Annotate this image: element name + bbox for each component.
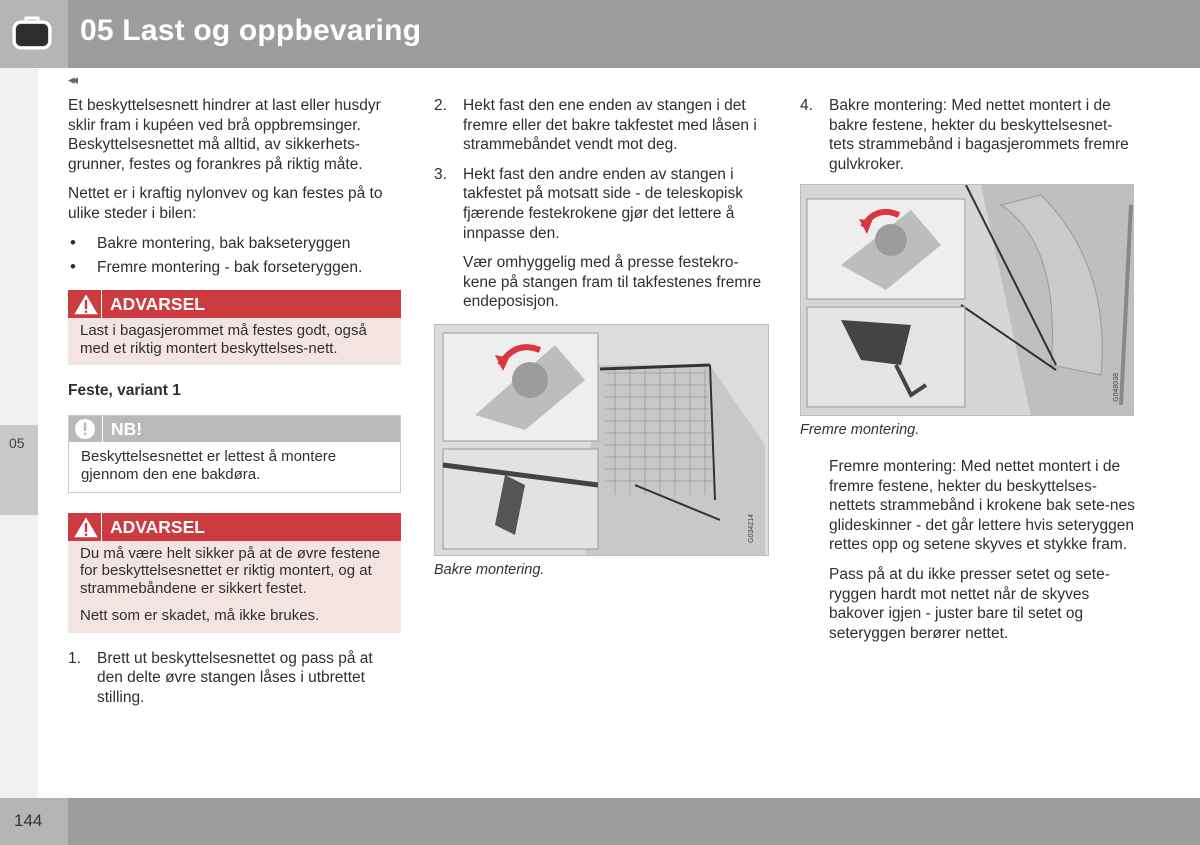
material-paragraph: Nettet er i kraftig nylonvev og kan festes på to ulike steder i bilen:: [68, 185, 383, 222]
step-text: Hekt fast den andre enden av stangen i takfestet på motsatt side - de teleskopisk fjærende festekrokene gjør det lettere å innpasse den.: [463, 165, 743, 242]
intro-paragraph: Et beskyttelsesnett hindrer at last eller husdyr sklir fram i kupéen ved brå oppbremsinger. Beskyttelsesnettet må alltid, av sikkerhets-grunner, festes og forankres på riktig måte.: [68, 97, 381, 173]
rear-mounting-figure: [434, 324, 769, 556]
warning-header: [68, 513, 401, 541]
caution-paragraph: Pass på at du ikke presser setet og sete-ryggen hardt mot nettet når de skyves bakover igjen - juster bare til setet og seteryggen berører nettet.: [829, 565, 1110, 642]
warning-triangle-icon: [71, 290, 101, 318]
column-3: [800, 96, 1135, 653]
figure-code: G034214: [748, 514, 756, 543]
note-box: [68, 415, 401, 493]
warning-body: [68, 318, 401, 366]
chapter-header: [0, 0, 1200, 68]
note-header: [69, 416, 400, 442]
warning-text: Last i bagasjerommet må festes godt, også med et riktig montert beskyttelses-nett.: [80, 321, 367, 357]
rear-mounting-illustration: [435, 325, 769, 556]
divider: [102, 416, 103, 442]
list-item: • Fremre montering - bak forseteryggen.: [68, 258, 401, 278]
step-number: 3.: [434, 165, 447, 183]
steps-list: [68, 649, 401, 708]
mounting-list: [68, 234, 401, 278]
chapter-tab[interactable]: [0, 425, 38, 515]
step-number: 1.: [68, 649, 81, 667]
list-item: [434, 165, 769, 312]
info-icon: [74, 418, 96, 440]
steps-list: [434, 96, 769, 312]
warning-text: Du må være helt sikker på at de øvre festene for beskyttelsesnettet er riktig montert, og at strammebåndene er sikkert festet.: [80, 544, 381, 598]
figure-code: G048038: [1113, 372, 1121, 402]
steps-list: [800, 96, 1135, 174]
step-number: 2.: [434, 97, 447, 114]
figure-caption: Bakre montering.: [434, 561, 545, 578]
column-1: [68, 96, 401, 718]
front-mounting-paragraph: Fremre montering: Med nettet montert i de fremre festene, hekter du beskyttelses-nettets strammebånd i krokene bak sete-nes glideskinner - det går lettere hvis seteryggen rettes opp og setene skyves et stykke fram.: [829, 457, 1135, 554]
divider: [101, 513, 102, 541]
list-item: [68, 649, 401, 708]
figure-caption: Fremre montering.: [800, 422, 920, 439]
warning-text: Nett som er skadet, må ikke brukes.: [80, 606, 320, 624]
step-text: Bakre montering: Med nettet montert i de bakre festene, hekter du beskyttelsesnet-tets strammebånd i bagasjerommets fremre gulvkroker.: [829, 97, 1129, 173]
step-text: Brett ut beskyttelsesnettet og pass på at den delte øvre stangen låses i utbrettet stilling.: [97, 649, 373, 706]
column-2: [434, 96, 769, 581]
warning-title: ADVARSEL: [110, 293, 205, 314]
step-continuation: Vær omhyggelig med å presse festekro-kene på stangen fram til takfestenes fremre endeposisjon.: [463, 254, 762, 311]
chapter-tab-label: 05: [9, 435, 25, 451]
front-mounting-figure: [800, 184, 1134, 416]
warning-body: [68, 541, 401, 633]
page-footer: [0, 798, 1200, 845]
front-mounting-illustration: [801, 185, 1134, 416]
warning-box: [68, 513, 401, 633]
luggage-icon: [12, 14, 54, 52]
chapter-title: 05 Last og oppbevaring: [80, 14, 422, 47]
warning-triangle-icon: [71, 513, 101, 541]
divider: [101, 290, 102, 318]
list-item: [434, 96, 769, 155]
chapter-icon-box: [0, 0, 68, 68]
warning-header: [68, 290, 401, 318]
continued-marker: ◂◂: [68, 72, 76, 87]
page-number-box: [0, 798, 68, 845]
note-title: NB!: [111, 418, 143, 439]
list-item: [800, 96, 1135, 174]
warning-box: [68, 290, 401, 366]
section-subheading: Feste, variant 1: [68, 382, 181, 400]
step-number: 4.: [800, 97, 813, 114]
list-item: • Bakre montering, bak bakseteryggen: [68, 234, 401, 254]
warning-title: ADVARSEL: [110, 516, 205, 537]
note-body: Beskyttelsesnettet er lettest å montere gjennom den ene bakdøra.: [69, 442, 400, 492]
step-text: Hekt fast den ene enden av stangen i det fremre eller det bakre takfestet med låsen i strammebåndet vendt mot deg.: [463, 97, 757, 154]
page-number: 144: [14, 811, 43, 830]
